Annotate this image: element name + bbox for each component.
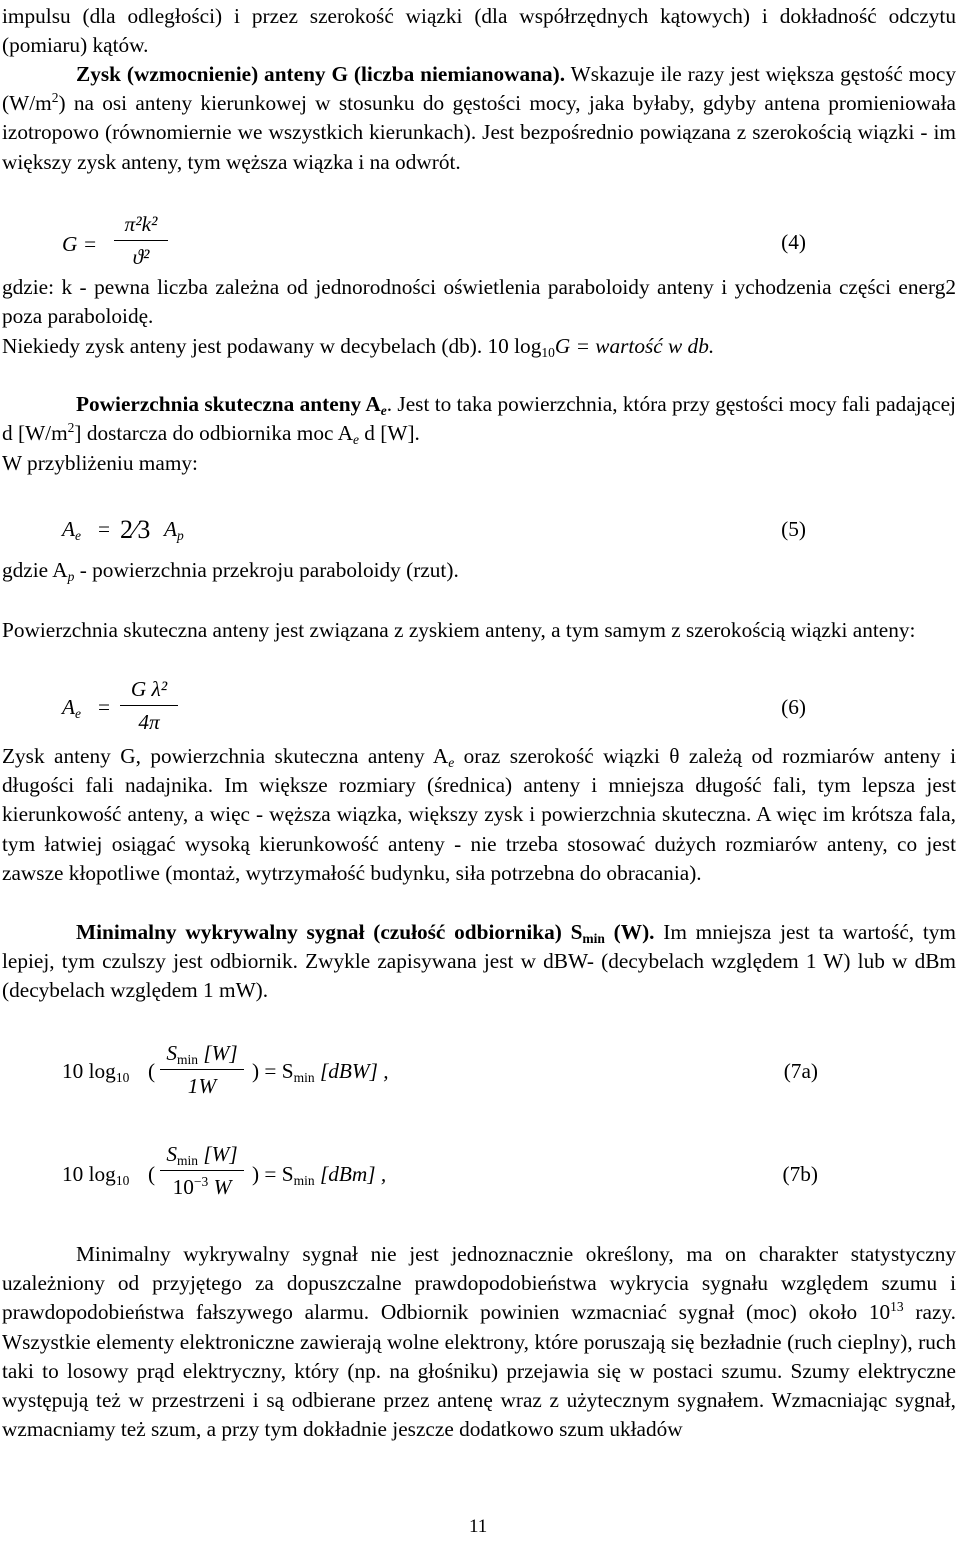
text: oraz szerokość wiązki θ zależą od rozmiarów anteny i długości fali nadajnika. Im większe rozmiary (średnica) anteny i mniejsza długość fali, tym lepsza jest kierunkowość anteny, a więc - węższa wiązka, większy zysk i powierzchnia skuteczna. A więc im krótsza fala, tym łatwiej osiągać wysoką kierunkowość anteny - nie trzeba stosować dużych rozmiarów anteny, co jest zawsze kłopotliwe (montaż, wytrzymałość budynku, siła potrzebna do obracania).: [2, 744, 957, 885]
heading-gain: Zysk (wzmocnienie) anteny G (liczba niemianowana).: [76, 62, 566, 86]
eq6-lhs-symbol: A: [62, 695, 76, 719]
eq7a-log-base: 10: [115, 1070, 130, 1085]
eq5-rhs-symbol: A: [164, 517, 178, 541]
equation-4: [2, 210, 956, 280]
subscript: e: [448, 755, 455, 770]
eq7a-fraction: [160, 1039, 244, 1100]
eq7b-num-sub: min: [177, 1153, 199, 1168]
paragraph-area-gain: [2, 616, 956, 645]
page-number: 11: [469, 1516, 488, 1537]
text: Niekiedy zysk anteny jest podawany w decybelach (db). 10 log: [2, 334, 542, 358]
text: Wskazuje ile razy jest większa gęstość mocy (W/m: [2, 62, 957, 116]
text: (W).: [604, 920, 655, 944]
eq4-fraction: [114, 210, 168, 271]
eq7a-label: (7a): [783, 1059, 818, 1083]
eq7a-result-text: ) = S: [252, 1059, 294, 1083]
subscript: min: [582, 931, 605, 946]
text: Im mniejsza jest ta wartość, tym lepiej, tym czulszy jest odbiornik. Zwykle zapisywana jest w dBW- (decybelach względem 1 W) lub w dBm (decybelach względem 1 mW).: [2, 920, 956, 1003]
paragraph-intro: [2, 2, 956, 60]
text: impulsu (dla odległości) i przez szerokość wiązki (dla współrzędnych kątowych) i dokładność odczytu (pomiaru) kątów.: [2, 4, 956, 58]
superscript: 13: [890, 1299, 904, 1315]
superscript: 2: [51, 90, 59, 106]
paragraph-gain: [2, 60, 956, 177]
text: Powierzchnia skuteczna anteny jest związana z zyskiem anteny, a tym samym z szerokością wiązki anteny:: [2, 618, 916, 642]
text: Zysk anteny G, powierzchnia skuteczna anteny A: [2, 744, 449, 768]
eq6-label: (6): [781, 695, 806, 719]
eq7a-num-unit: [W]: [198, 1041, 238, 1065]
text: gdzie: k - pewna liczba zależna od jednorodności oświetlenia paraboloidy anteny i ychodzenia części energ2 poza paraboloidę.: [2, 275, 956, 329]
eq6-denominator: 4π: [138, 710, 160, 734]
text: . Jest to taka powierzchnia, która przy gęstości mocy fali padającej d [W/m: [2, 392, 956, 446]
eq5-label: (5): [781, 517, 806, 541]
eq7b-den-base: 10: [172, 1175, 194, 1199]
eq7b-result-text: ) = S: [252, 1162, 294, 1186]
eq5-lhs-sub: e: [75, 528, 82, 543]
text: G = wartość w db.: [554, 334, 715, 358]
equation-7b: [2, 1140, 956, 1210]
eq5-rhs: [164, 515, 184, 544]
eq4-label: (4): [781, 230, 806, 254]
text: d [W].: [358, 421, 420, 446]
eq7b-result-sub: min: [293, 1173, 315, 1188]
eq7a-result: [252, 1057, 389, 1086]
equation-7a: [2, 1035, 956, 1105]
text: Minimalny wykrywalny sygnał nie jest jednoznacznie określony, ma on charakter statystyczny uzależniony od przyjętego za dopuszczalne prawdopodobieństwa wykrycia sygnału względem szumu i prawdopodobieństwa fałszywego alarmu. Odbiornik powinien wzmacniać sygnał (moc) około 10: [2, 1242, 956, 1325]
text: - powierzchnia przekroju paraboloidy (rzut).: [74, 558, 459, 582]
text: gdzie A: [2, 558, 68, 582]
paragraph-ap-note: [2, 556, 956, 585]
eq5-rhs-sub: p: [177, 528, 184, 543]
eq4-denominator: ϑ²: [132, 245, 150, 269]
text: razy. Wszystkie elementy elektroniczne zawierają wolne elektrony, które poruszają się bezładnie (ruch cieplny), ruch taki to losowy prąd elektryczny, który (np. na głośniku) przejawia się w postaci szumu. Szumy elektryczne występują też w przestrzeni i są odbierane przez antenę wraz z użytecznym sygnałem. Wzmacniając sygnał, wzmacniamy też szum, a przy tym dokładnie jeszcze dodatkowo szum układów: [2, 1300, 956, 1442]
eq7b-num-unit: [W]: [198, 1142, 238, 1166]
eq7b-den-unit: W: [208, 1175, 232, 1199]
eq7a-log-text: 10 log: [62, 1059, 116, 1083]
eq7a-num-sub: min: [177, 1052, 199, 1067]
document-page: [2, 0, 956, 1545]
eq7a-log: [62, 1057, 129, 1086]
subscript: e: [352, 432, 359, 448]
paragraph-approx: [2, 449, 956, 478]
text: W przybliżeniu mamy:: [2, 451, 198, 475]
eq6-lhs-sub: e: [75, 706, 82, 721]
eq6-lhs: [62, 693, 81, 722]
heading-effective-area: Powierzchnia skuteczna anteny A: [76, 392, 381, 416]
eq5-fraction: 2⁄3: [120, 515, 151, 544]
text: ) na osi anteny kierunkowej w stosunku do gęstości mocy, jaka byłaby, gdyby antena promieniowała izotropowo (równomiernie we wszystkich kierunkach). Jest bezpośrednio powiązana z szerokością wiązki - im większy zysk anteny, tym węższa wiązka i na odwrót.: [2, 91, 956, 174]
subscript: e: [380, 403, 387, 418]
eq7b-label: (7b): [782, 1162, 818, 1186]
eq7b-unit: [dBm] ,: [314, 1162, 387, 1186]
paragraph-dependencies: [2, 742, 956, 888]
eq5-equals: =: [98, 517, 111, 541]
subscript: p: [67, 569, 75, 584]
eq7a-paren-open: (: [148, 1059, 156, 1083]
subscript: 10: [541, 345, 555, 360]
heading-min-signal: Minimalny wykrywalny sygnał (czułość odbiornika) S: [76, 920, 583, 944]
eq7b-log-text: 10 log: [62, 1162, 116, 1186]
eq6-numerator: G λ²: [130, 677, 168, 701]
eq7b-log: [62, 1160, 129, 1189]
eq7b-fraction: [160, 1140, 244, 1201]
eq6-equals: =: [98, 695, 111, 719]
paragraph-min-signal: [2, 918, 956, 1006]
text: ] dostarcza do odbiornika moc A: [74, 421, 353, 446]
eq7b-den-exp: −3: [193, 1174, 209, 1189]
eq7b-result: [252, 1160, 386, 1189]
eq7b-num-symbol: S: [166, 1142, 177, 1166]
eq7b-paren-open: (: [148, 1162, 156, 1186]
eq6-fraction: [120, 675, 178, 736]
eq7b-log-base: 10: [115, 1173, 130, 1188]
eq5-lhs-symbol: A: [62, 517, 76, 541]
eq5-lhs: [62, 515, 81, 544]
equation-6: [2, 675, 956, 745]
eq4-lhs: G =: [62, 232, 98, 256]
paragraph-k-note: [2, 273, 956, 331]
eq7a-denominator: 1W: [187, 1074, 217, 1098]
eq4-numerator: π²k²: [124, 212, 158, 236]
paragraph-db-note: [2, 332, 956, 361]
paragraph-noise: [2, 1240, 956, 1444]
eq7a-unit: [dBW] ,: [314, 1059, 389, 1083]
eq7a-num-symbol: S: [166, 1041, 177, 1065]
superscript: 2: [67, 420, 75, 436]
paragraph-effective-area: [2, 390, 956, 448]
eq7a-result-sub: min: [293, 1070, 315, 1085]
